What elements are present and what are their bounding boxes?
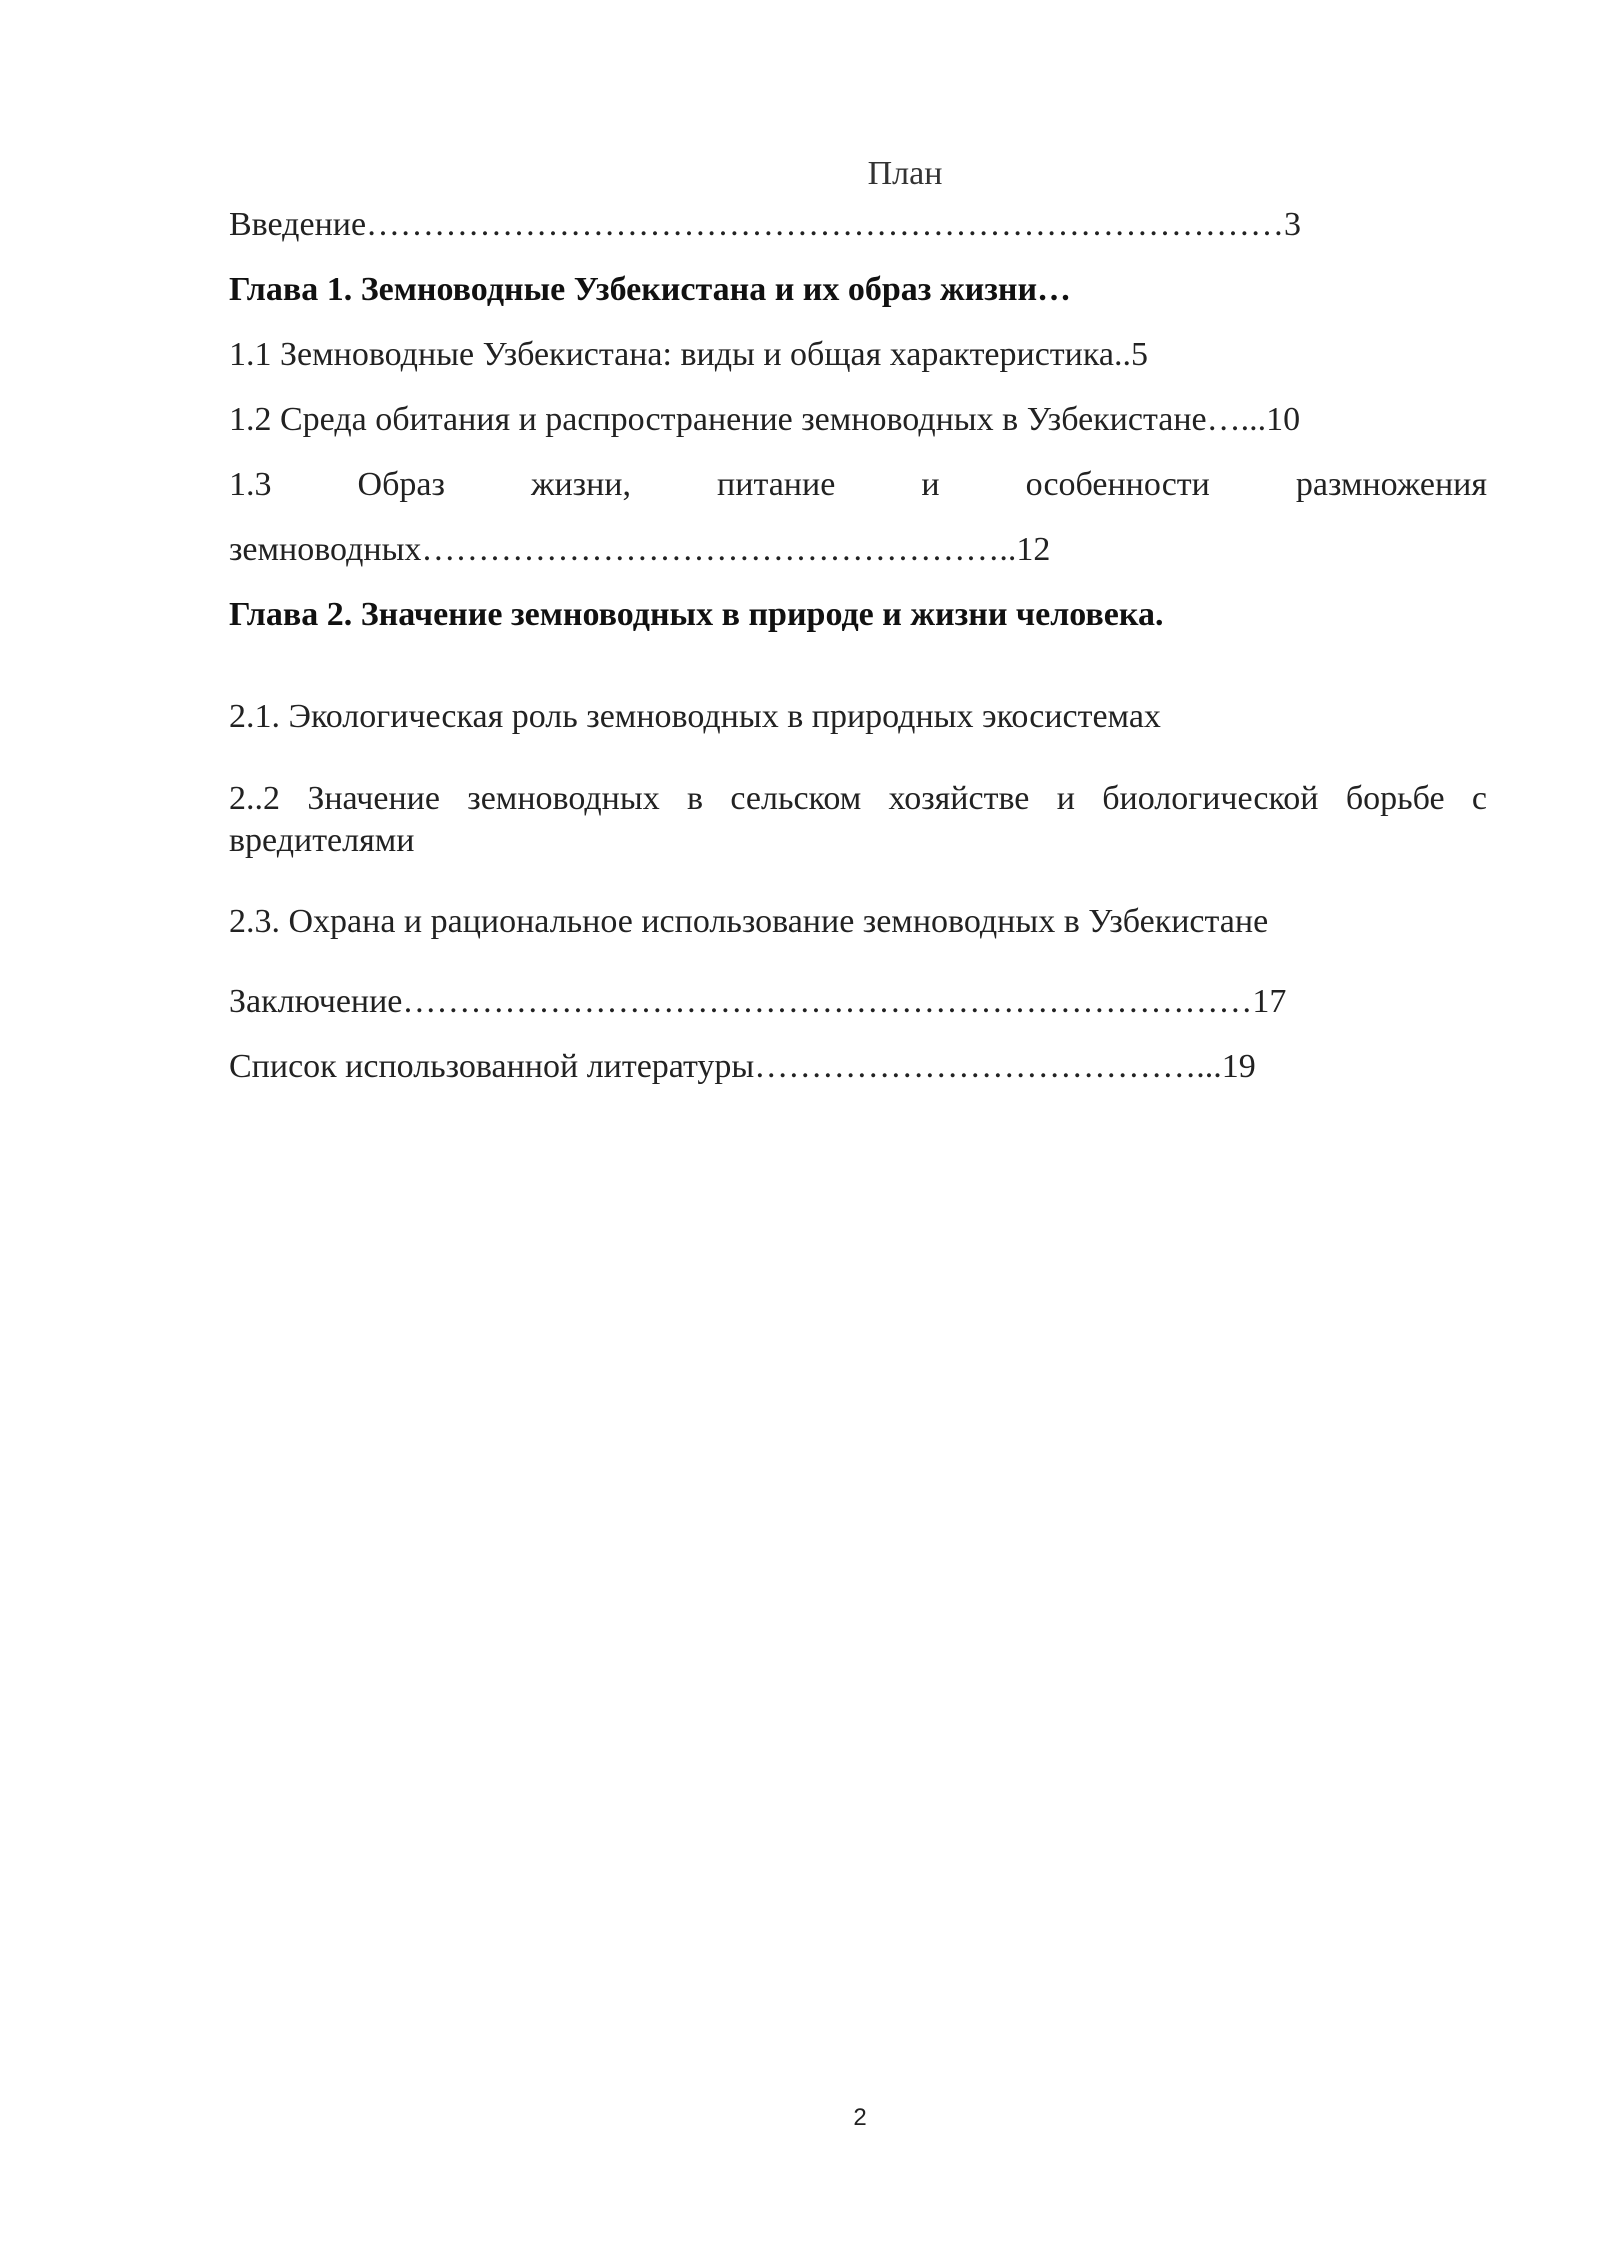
toc-entry-1-3-line-1: 1.3 Образ жизни, питание и особенности размножения [229,466,1487,503]
toc-chapter-1-heading: Глава 1. Земноводные Узбекистана и их образ жизни… [229,271,1072,308]
toc-entry-references: Список использованной литературы…………………………………...19 [229,1048,1256,1085]
toc-chapter-2-heading: Глава 2. Значение земноводных в природе и жизни человека. [229,596,1164,633]
toc-entry-2-1: 2.1. Экологическая роль земноводных в природных экосистемах [229,698,1161,735]
toc-entry-1-3-line-2: земноводных……………………………………………..12 [229,531,1051,568]
toc-entry-conclusion: Заключение…………………………………………………………………17 [229,983,1287,1020]
toc-entry-1-1: 1.1 Земноводные Узбекистана: виды и общая характеристика..5 [229,336,1148,373]
toc-entry-1-2: 1.2 Среда обитания и распространение земноводных в Узбекистане…...10 [229,401,1301,438]
toc-entry-2-2: 2..2 Значение земноводных в сельском хозяйстве и биологической борьбе с вредителями [229,780,1487,859]
toc-entry-intro: Введение………………………………………………………………………3 [229,206,1302,243]
toc-entry-2-3: 2.3. Охрана и рациональное использование земноводных в Узбекистане [229,903,1269,940]
page-title: План [867,155,943,192]
page-number: 2 [853,2104,867,2131]
